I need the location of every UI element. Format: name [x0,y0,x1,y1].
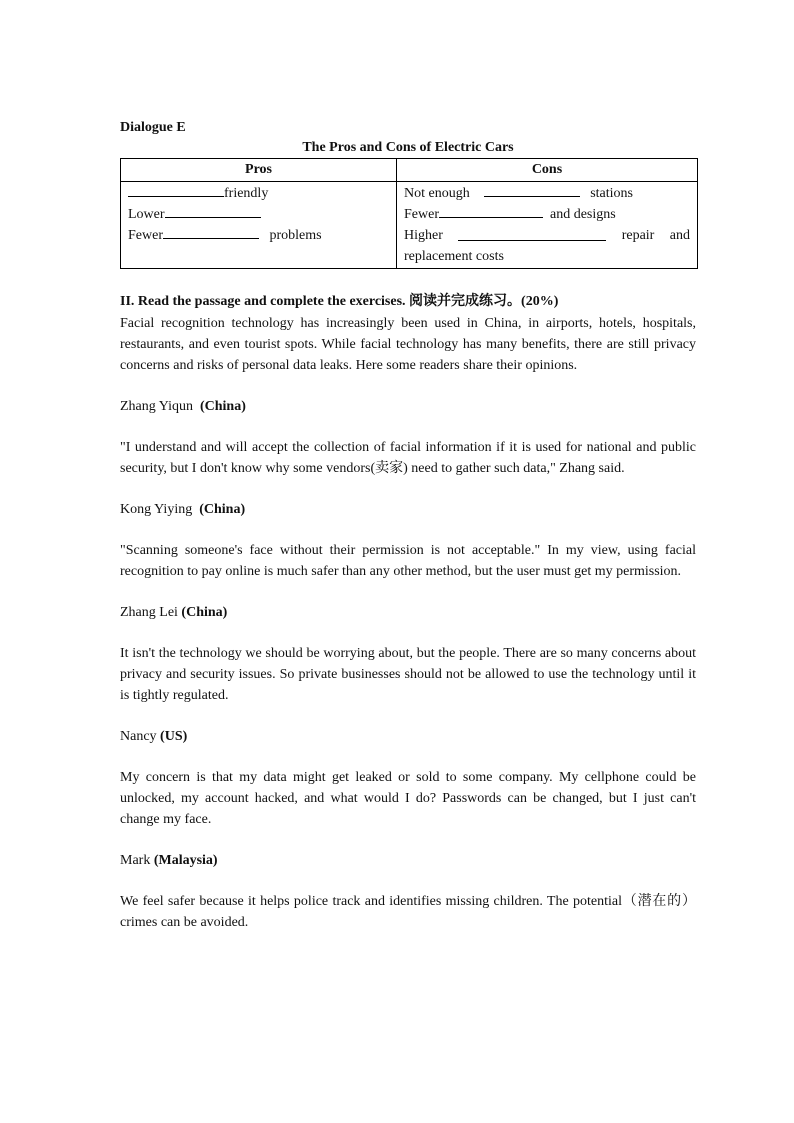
answer-blank[interactable] [128,183,224,197]
cons-cell [397,182,698,269]
answer-blank[interactable] [439,204,543,218]
worksheet-page [120,118,696,933]
opinion-zhang-yiqun [120,396,696,479]
answer-blank[interactable] [484,183,580,197]
cons-item-3: Higher repair and [404,228,690,243]
cons-header: Cons [397,159,698,182]
pros-header: Pros [121,159,397,182]
opinion-nancy [120,726,696,830]
pros-item-2: Lower [128,204,389,225]
cons-item-2: Fewer and designs [404,204,690,225]
pros-item-3: Fewer problems [128,225,389,246]
dialogue-label: Dialogue E [120,120,186,135]
speaker-name: Mark (Malaysia) [120,853,218,868]
opinion-kong-yiying [120,499,696,582]
opinion-text: "I understand and will accept the collection of facial information if it is used for national and public security, but I don't know why some vendors(卖家) need to gather such data," Zhang said. [120,440,696,476]
opinion-zhang-lei [120,602,696,706]
opinion-text: My concern is that my data might get leaked or sold to some company. My cellphone could be unlocked, my account hacked, and what would I do? Passwords can be changed, but I just can't change my face. [120,770,696,827]
speaker-name: Nancy (US) [120,729,188,744]
speaker-name: Zhang Lei (China) [120,605,228,620]
opinion-mark [120,850,696,933]
opinion-text: "Scanning someone's face without their permission is not acceptable." In my view, using facial recognition to pay online is much safer than any other method, but the user must get my permission. [120,543,696,579]
opinion-text: We feel safer because it helps police track and identifies missing children. The potential（潜在的）crimes can be avoided. [120,894,696,930]
cons-item-3-continued: replacement costs [404,249,504,264]
pros-cell [121,182,397,269]
answer-blank[interactable] [163,225,259,239]
intro-paragraph: Facial recognition technology has increasingly been used in China, in airports, hotels, hospitals, restaurants, and even tourist spots. While facial technology has many benefits, there are still privacy concerns and risks of personal data leaks. Here some readers share their opinions. [120,316,696,373]
pros-item-1: friendly [128,183,389,204]
speaker-name: Kong Yiying (China) [120,502,246,517]
answer-blank[interactable] [458,227,606,241]
cons-item-1: Not enough stations [404,183,690,204]
speaker-name: Zhang Yiqun (China) [120,399,246,414]
opinion-text: It isn't the technology we should be worrying about, but the people. There are so many concerns about privacy and security issues. So private businesses should not be allowed to use the technology until it is tightly regulated. [120,646,696,703]
table-title: The Pros and Cons of Electric Cars [302,140,514,155]
pros-cons-table [120,158,698,269]
answer-blank[interactable] [165,204,261,218]
section-2-heading: II. Read the passage and complete the exercises. 阅读并完成练习。(20%) [120,294,559,309]
